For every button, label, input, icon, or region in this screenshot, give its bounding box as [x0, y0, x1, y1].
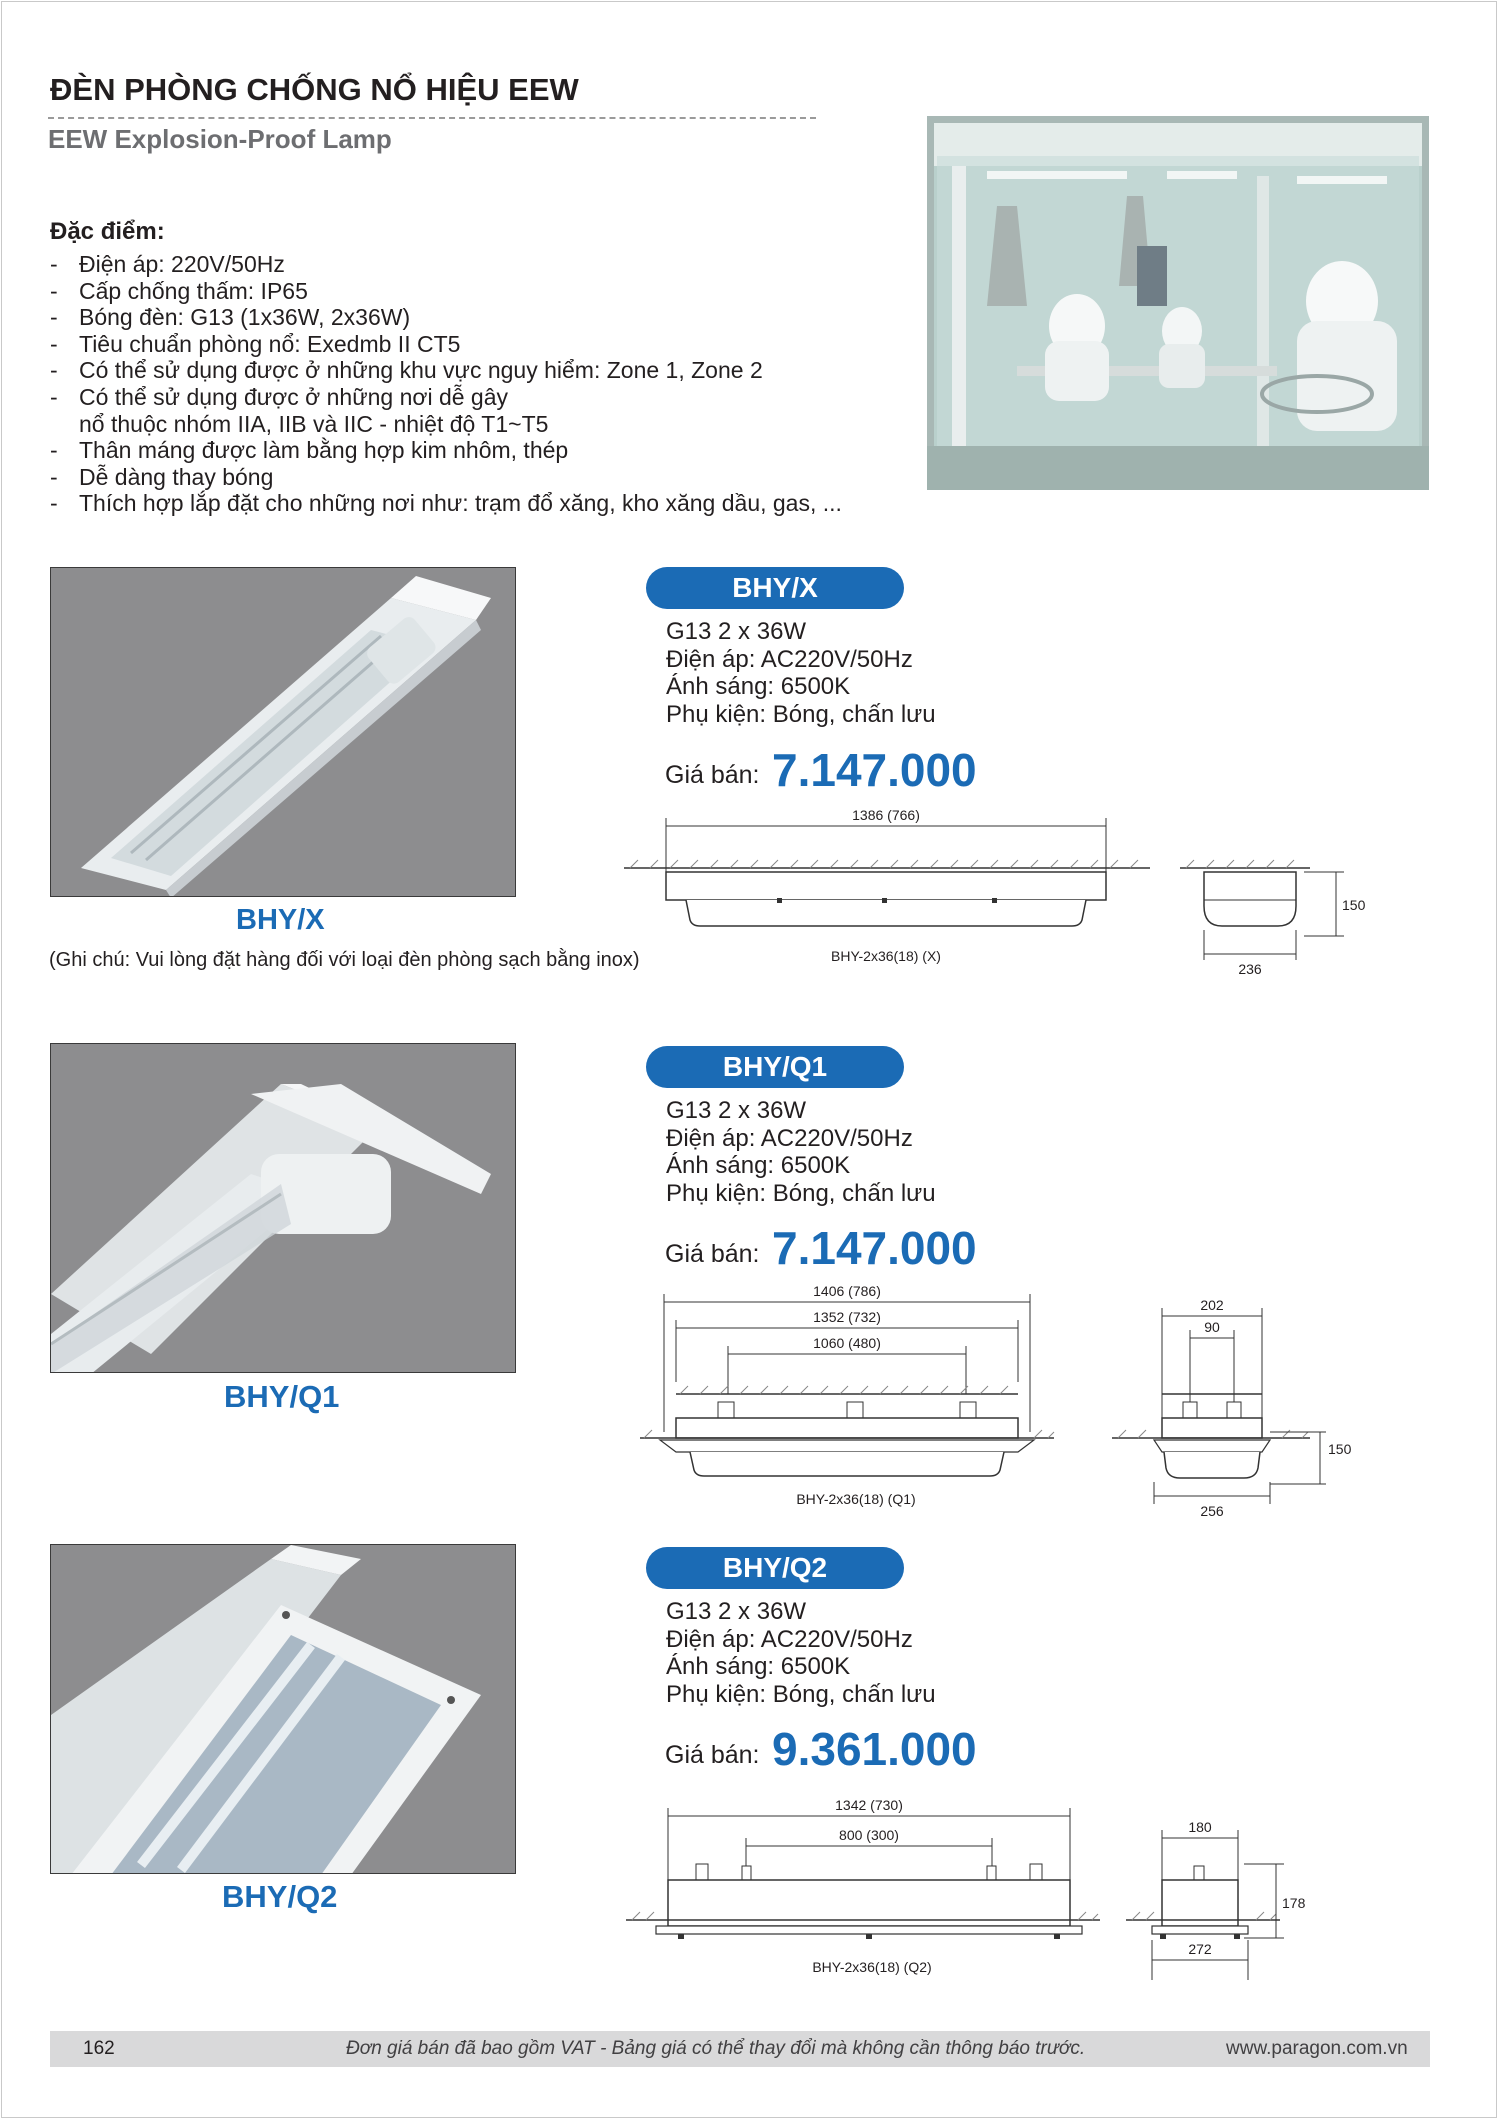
product-caption-bhy-x: BHY/X — [236, 904, 325, 936]
dimension-2: 1352 (732) — [813, 1309, 881, 1325]
dimension-height: 150 — [1328, 1441, 1352, 1457]
spec-line: Ánh sáng: 6500K — [666, 1152, 851, 1180]
dimension-height: 178 — [1282, 1895, 1306, 1911]
feature-item: - Có thể sử dụng được ở những khu vực nguy hiểm: Zone 1, Zone 2 — [50, 357, 842, 384]
dimension-1: 1342 (730) — [835, 1797, 903, 1813]
dimension-length: 1386 (766) — [852, 807, 920, 823]
cleanroom-illustration — [927, 116, 1429, 490]
page-title: ĐÈN PHÒNG CHỐNG NỔ HIỆU EEW — [50, 72, 579, 107]
dimension-side-top: 180 — [1188, 1819, 1212, 1835]
drawing-label-bhy-x: BHY-2x36(18) (X) — [831, 948, 941, 964]
model-badge-bhy-x: BHY/X — [646, 567, 904, 609]
drawing-label-bhy-q2: BHY-2x36(18) (Q2) — [812, 1959, 932, 1975]
product-note: (Ghi chú: Vui lòng đặt hàng đối với loại đèn phòng sạch bằng inox) — [49, 949, 640, 971]
spec-line: Ánh sáng: 6500K — [666, 673, 851, 701]
feature-item: - Bóng đèn: G13 (1x36W, 2x36W) — [50, 304, 842, 331]
spec-list-bhy-q2 — [666, 1598, 936, 1709]
product-photo-bhy-q2 — [50, 1544, 516, 1874]
cleanroom-photo — [927, 116, 1429, 490]
spec-line: Phụ kiện: Bóng, chấn lưu — [666, 1681, 936, 1709]
footer-url[interactable]: www.paragon.com.vn — [1226, 2038, 1408, 2059]
technical-drawing-bhy-q2 — [620, 1790, 1360, 1990]
dimension-width: 256 — [1200, 1503, 1224, 1519]
model-badge-bhy-q1: BHY/Q1 — [646, 1046, 904, 1088]
dimension-2: 800 (300) — [839, 1827, 899, 1843]
spec-line: Phụ kiện: Bóng, chấn lưu — [666, 1180, 936, 1208]
feature-item-line2: nổ thuộc nhóm IIA, IIB và IIC - nhiệt độ T1~T5 — [79, 410, 549, 437]
page-subtitle: EEW Explosion-Proof Lamp — [48, 124, 392, 154]
price-value-bhy-q1: 7.147.000 — [772, 1222, 977, 1274]
product-photo-bhy-x — [50, 567, 516, 897]
spec-line: Điện áp: AC220V/50Hz — [666, 645, 913, 673]
title-divider — [48, 117, 816, 119]
price-value-bhy-x: 7.147.000 — [772, 744, 977, 796]
feature-item: - Thích hợp lắp đặt cho những nơi như: trạm đổ xăng, kho xăng dầu, gas, ... — [50, 490, 842, 517]
dimension-height: 150 — [1342, 897, 1366, 913]
features-list — [50, 251, 842, 517]
technical-drawing-bhy-q1 — [630, 1282, 1370, 1522]
lamp-bhy-q1-illustration — [51, 1044, 516, 1373]
price-label: Giá bán: — [665, 1240, 760, 1268]
feature-item: - Thân máng được làm bằng hợp kim nhôm, thép — [50, 437, 842, 464]
dimension-side-inner: 90 — [1204, 1319, 1220, 1335]
drawing-label-bhy-q1: BHY-2x36(18) (Q1) — [796, 1491, 916, 1507]
dimension-side-top: 202 — [1200, 1297, 1224, 1313]
feature-item-line1: Có thể sử dụng được ở những nơi dễ gây — [79, 383, 509, 410]
feature-item: - Điện áp: 220V/50Hz — [50, 251, 842, 278]
spec-line: G13 2 x 36W — [666, 1097, 807, 1124]
lamp-bhy-x-illustration — [51, 568, 516, 897]
product-caption-bhy-q2: BHY/Q2 — [222, 1879, 338, 1914]
footer-note: Đơn giá bán đã bao gồm VAT - Bảng giá có thể thay đổi mà không cần thông báo trước. — [346, 2038, 1086, 2059]
spec-list-bhy-x — [666, 618, 936, 729]
dimension-1: 1406 (786) — [813, 1283, 881, 1299]
spec-line: G13 2 x 36W — [666, 618, 807, 645]
spec-list-bhy-q1 — [666, 1097, 936, 1208]
product-photo-bhy-q1 — [50, 1043, 516, 1373]
spec-line: Ánh sáng: 6500K — [666, 1653, 851, 1681]
spec-line: Điện áp: AC220V/50Hz — [666, 1124, 913, 1152]
product-caption-bhy-q1: BHY/Q1 — [224, 1379, 340, 1414]
feature-item: - Dễ dàng thay bóng — [50, 464, 842, 491]
price-label: Giá bán: — [665, 761, 760, 789]
spec-line: G13 2 x 36W — [666, 1598, 807, 1625]
dimension-width: 236 — [1238, 961, 1262, 977]
price-value-bhy-q2: 9.361.000 — [772, 1723, 977, 1775]
lamp-bhy-q2-illustration — [51, 1545, 516, 1874]
feature-item: - Tiêu chuẩn phòng nổ: Exedmb II CT5 — [50, 331, 842, 358]
technical-drawing-bhy-x — [620, 807, 1366, 980]
dimension-3: 1060 (480) — [813, 1335, 881, 1351]
spec-line: Điện áp: AC220V/50Hz — [666, 1625, 913, 1653]
feature-item: - Cấp chống thấm: IP65 — [50, 278, 842, 305]
price-label: Giá bán: — [665, 1741, 760, 1769]
spec-line: Phụ kiện: Bóng, chấn lưu — [666, 701, 936, 729]
model-badge-bhy-q2: BHY/Q2 — [646, 1547, 904, 1589]
dimension-width: 272 — [1188, 1941, 1212, 1957]
feature-item — [50, 384, 842, 437]
page-number: 162 — [83, 2038, 115, 2059]
features-heading: Đặc điểm: — [50, 218, 165, 245]
